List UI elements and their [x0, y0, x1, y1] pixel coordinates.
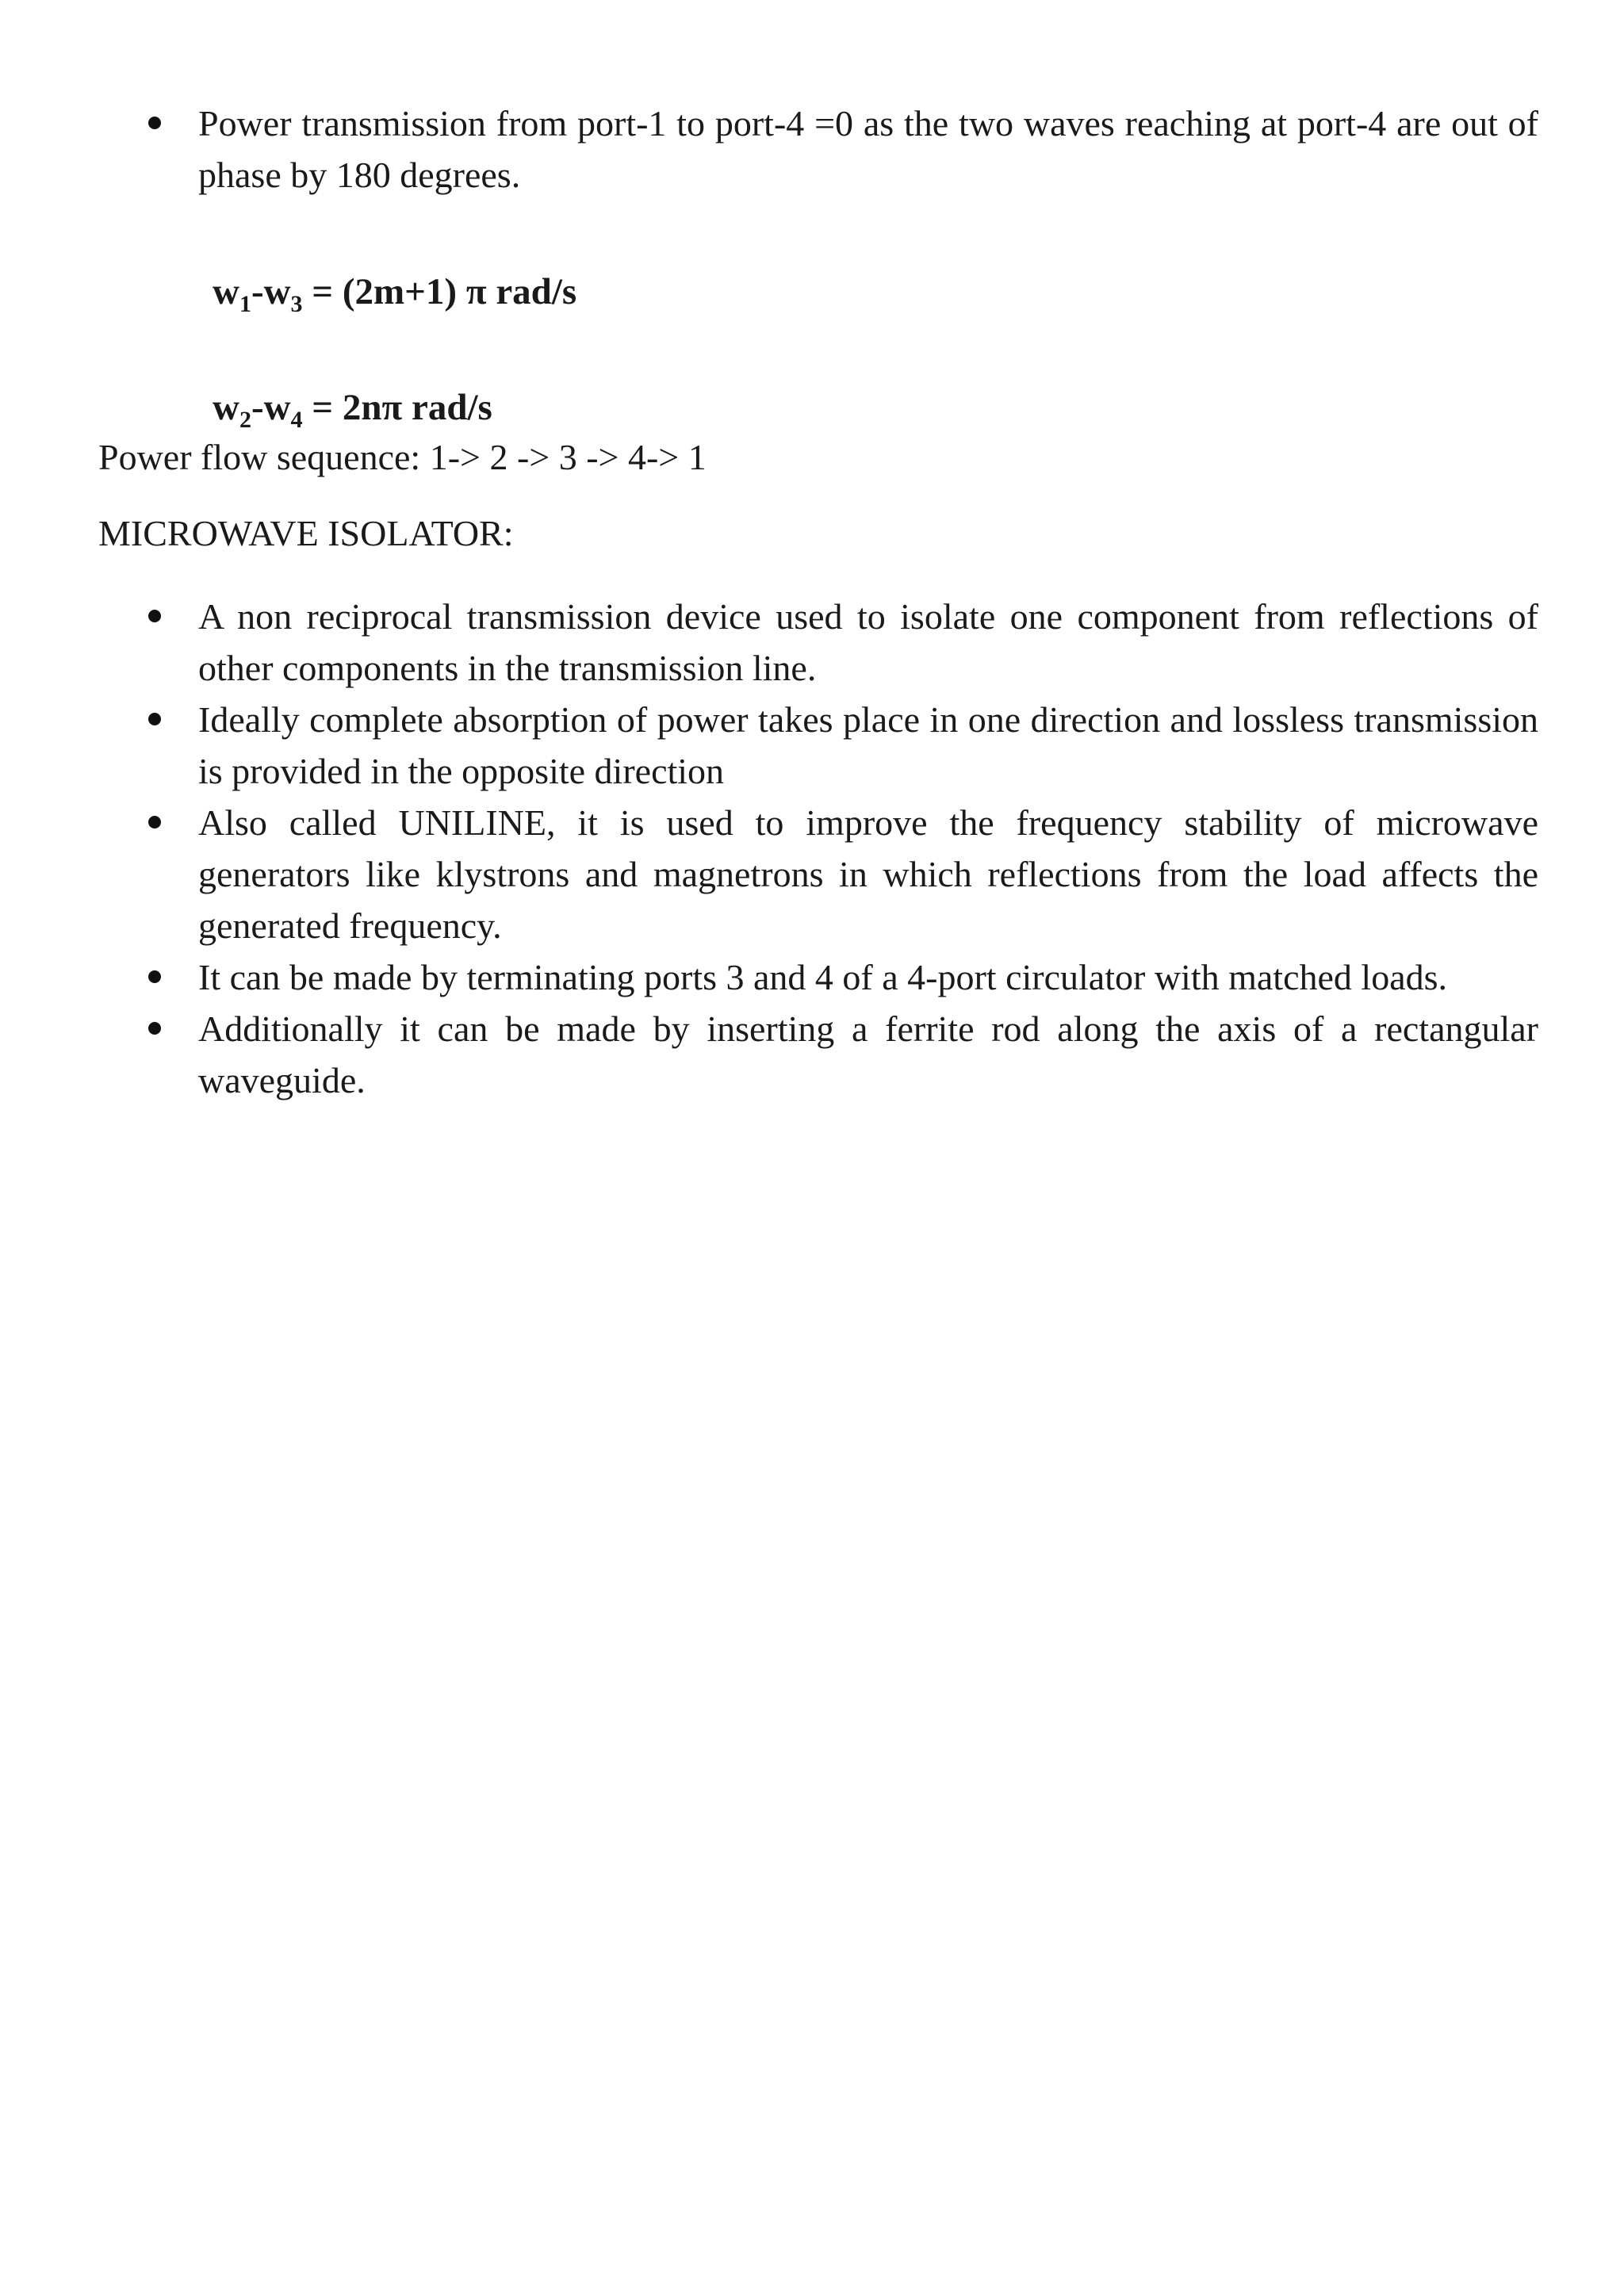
bullet-dot-icon	[148, 713, 161, 725]
power-flow-sequence: Power flow sequence: 1-> 2 -> 3 -> 4-> 1	[98, 437, 707, 477]
formula-var: -w	[251, 387, 291, 428]
intro-bullet-list	[0, 98, 1624, 201]
formula-rhs: = (2m+1) π rad/s	[302, 271, 577, 312]
bullet-text: Ideally complete absorption of power takes place in one direction and lossless transmission is provided in the opposite direction	[198, 699, 1538, 791]
formula-phase-difference-1-3	[213, 268, 576, 316]
formula-rhs: = 2nπ rad/s	[302, 387, 492, 428]
section-heading: MICROWAVE ISOLATOR:	[98, 513, 514, 553]
bullet-text: A non reciprocal transmission device used to isolate one component from reflections of other components in the transmission line.	[198, 596, 1538, 688]
formula-var: w	[213, 387, 239, 428]
formula-subscript: 1	[239, 291, 251, 317]
formula-var: w	[213, 271, 239, 312]
list-item	[0, 591, 1538, 694]
formula-subscript: 3	[290, 291, 303, 317]
bullet-text: Also called UNILINE, it is used to improve the frequency stability of microwave generators like klystrons and magnetrons in which reflections from the load affects the generated frequency.	[198, 802, 1538, 946]
list-item	[0, 98, 1538, 201]
bullet-text: Additionally it can be made by inserting a ferrite rod along the axis of a rectangular waveguide.	[198, 1008, 1538, 1100]
list-item	[0, 951, 1538, 1003]
list-item	[0, 797, 1538, 951]
bullet-dot-icon	[148, 117, 161, 129]
bullet-text: It can be made by terminating ports 3 and 4 of a 4-port circulator with matched loads.	[198, 957, 1448, 997]
formula-phase-difference-2-4	[213, 384, 492, 431]
list-item	[0, 694, 1538, 797]
formula-var: -w	[251, 271, 291, 312]
list-item	[0, 1003, 1538, 1106]
bullet-dot-icon	[148, 970, 161, 983]
bullet-dot-icon	[148, 816, 161, 828]
formula-subscript: 4	[290, 407, 303, 433]
isolator-bullet-list	[0, 591, 1624, 1106]
bullet-text: Power transmission from port-1 to port-4 =0 as the two waves reaching at port-4 are out of phase by 180 degrees.	[198, 103, 1538, 195]
bullet-dot-icon	[148, 610, 161, 622]
bullet-dot-icon	[148, 1022, 161, 1035]
formula-subscript: 2	[239, 407, 251, 433]
